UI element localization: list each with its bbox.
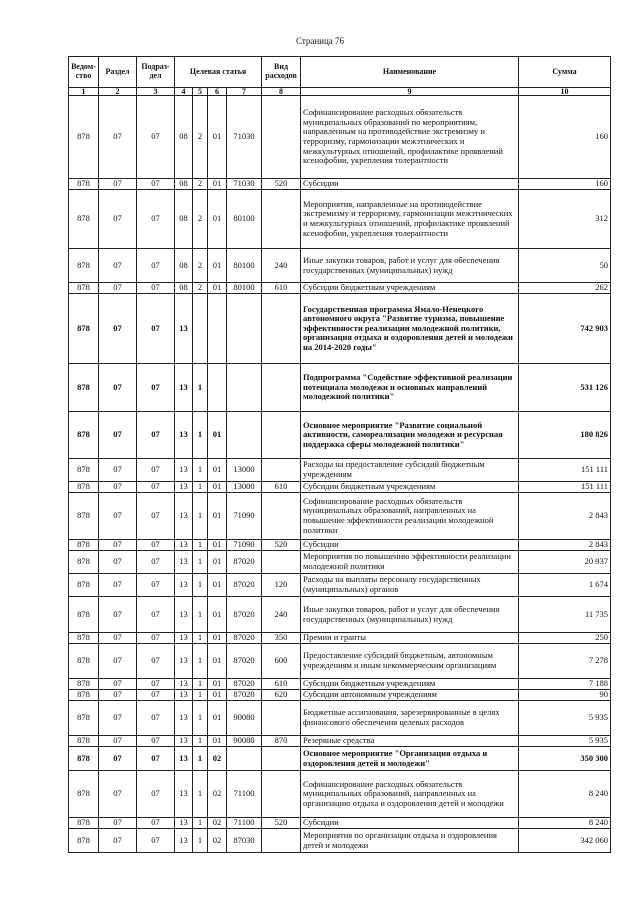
cell-vedomstvo: 878 bbox=[69, 459, 99, 482]
cell-summa: 350 300 bbox=[519, 747, 611, 771]
cell-target-1: 13 bbox=[175, 818, 193, 829]
cell-vedomstvo: 878 bbox=[69, 701, 99, 736]
cell-vedomstvo: 878 bbox=[69, 190, 99, 249]
cell-target-2 bbox=[193, 294, 208, 364]
cell-naimenovanie: Субсидии автономным учреждениям bbox=[301, 690, 519, 701]
cell-razdel: 07 bbox=[99, 283, 137, 294]
cell-summa: 1 674 bbox=[519, 574, 611, 597]
cell-vid-rashodov bbox=[262, 771, 301, 818]
cell-summa: 2 843 bbox=[519, 540, 611, 551]
table-row bbox=[69, 679, 611, 690]
cell-podrazdel: 07 bbox=[137, 747, 175, 771]
table-row bbox=[69, 771, 611, 818]
cell-target-3 bbox=[208, 364, 227, 412]
table-row bbox=[69, 644, 611, 679]
cell-summa: 20 937 bbox=[519, 551, 611, 574]
col-number: 1 bbox=[69, 88, 99, 96]
table-row bbox=[69, 818, 611, 829]
cell-naimenovanie: Государственная программа Ямало-Ненецкого автономного округа "Развитие туризма, повышение эффективности реализации молодежной политики, организация отдыха и оздоровления детей и молодежи на 2014-2020 годы" bbox=[301, 294, 519, 364]
table-row bbox=[69, 482, 611, 493]
cell-target-3: 01 bbox=[208, 493, 227, 540]
cell-target-2: 1 bbox=[193, 701, 208, 736]
cell-target-2: 1 bbox=[193, 747, 208, 771]
cell-vedomstvo: 878 bbox=[69, 644, 99, 679]
cell-vedomstvo: 878 bbox=[69, 294, 99, 364]
header-celevaya-statya: Целевая статья bbox=[175, 57, 262, 88]
cell-target-4: 71100 bbox=[227, 818, 262, 829]
cell-target-3: 01 bbox=[208, 736, 227, 747]
cell-vedomstvo: 878 bbox=[69, 829, 99, 853]
cell-razdel: 07 bbox=[99, 771, 137, 818]
cell-target-1: 13 bbox=[175, 574, 193, 597]
cell-target-2: 1 bbox=[193, 829, 208, 853]
cell-vid-rashodov bbox=[262, 190, 301, 249]
cell-target-2: 2 bbox=[193, 283, 208, 294]
cell-naimenovanie: Бюджетные ассигнования, зарезервированные в целях финансового обеспечения целевых расходов bbox=[301, 701, 519, 736]
cell-vid-rashodov: 120 bbox=[262, 574, 301, 597]
table-header-row bbox=[69, 57, 611, 88]
cell-target-1: 13 bbox=[175, 771, 193, 818]
cell-target-3: 01 bbox=[208, 249, 227, 283]
cell-razdel: 07 bbox=[99, 736, 137, 747]
cell-summa: 160 bbox=[519, 96, 611, 179]
cell-razdel: 07 bbox=[99, 747, 137, 771]
table-row bbox=[69, 551, 611, 574]
cell-naimenovanie: Иные закупки товаров, работ и услуг для обеспечения государственных (муниципальных) нужд bbox=[301, 597, 519, 633]
table-row bbox=[69, 829, 611, 853]
cell-vid-rashodov bbox=[262, 459, 301, 482]
cell-razdel: 07 bbox=[99, 644, 137, 679]
cell-target-3: 01 bbox=[208, 701, 227, 736]
cell-naimenovanie: Субсидии bbox=[301, 818, 519, 829]
cell-target-4 bbox=[227, 412, 262, 459]
cell-naimenovanie: Премии и гранты bbox=[301, 633, 519, 644]
cell-vedomstvo: 878 bbox=[69, 412, 99, 459]
table-row bbox=[69, 597, 611, 633]
cell-target-1: 13 bbox=[175, 633, 193, 644]
table-row bbox=[69, 493, 611, 540]
cell-vid-rashodov bbox=[262, 364, 301, 412]
cell-summa: 180 826 bbox=[519, 412, 611, 459]
table-row bbox=[69, 459, 611, 482]
cell-target-4: 13000 bbox=[227, 482, 262, 493]
cell-target-4: 80100 bbox=[227, 190, 262, 249]
cell-vedomstvo: 878 bbox=[69, 771, 99, 818]
cell-target-1: 13 bbox=[175, 597, 193, 633]
cell-naimenovanie: Расходы на предоставление субсидий бюджетным учреждениям bbox=[301, 459, 519, 482]
cell-vedomstvo: 878 bbox=[69, 179, 99, 190]
cell-target-3: 01 bbox=[208, 597, 227, 633]
cell-target-2: 1 bbox=[193, 551, 208, 574]
cell-target-3: 01 bbox=[208, 412, 227, 459]
cell-target-1: 08 bbox=[175, 283, 193, 294]
cell-target-1: 08 bbox=[175, 96, 193, 179]
col-number: 10 bbox=[519, 88, 611, 96]
cell-naimenovanie: Расходы на выплаты персоналу государственных (муниципальных) органов bbox=[301, 574, 519, 597]
col-number: 8 bbox=[262, 88, 301, 96]
cell-target-2: 1 bbox=[193, 412, 208, 459]
cell-target-1: 13 bbox=[175, 679, 193, 690]
cell-target-4 bbox=[227, 294, 262, 364]
cell-razdel: 07 bbox=[99, 679, 137, 690]
cell-vid-rashodov: 520 bbox=[262, 818, 301, 829]
cell-summa: 11 735 bbox=[519, 597, 611, 633]
header-summa: Сумма bbox=[519, 57, 611, 88]
cell-naimenovanie: Субсидии бюджетным учреждениям bbox=[301, 283, 519, 294]
cell-target-4: 87020 bbox=[227, 551, 262, 574]
cell-target-1: 13 bbox=[175, 459, 193, 482]
cell-vedomstvo: 878 bbox=[69, 364, 99, 412]
cell-vedomstvo: 878 bbox=[69, 690, 99, 701]
cell-naimenovanie: Подпрограмма "Содействие эффективной реализации потенциала молодежи и основных направлений молодежной политики" bbox=[301, 364, 519, 412]
cell-target-4: 87020 bbox=[227, 633, 262, 644]
cell-target-2: 1 bbox=[193, 574, 208, 597]
cell-summa: 262 bbox=[519, 283, 611, 294]
cell-summa: 151 111 bbox=[519, 482, 611, 493]
cell-target-4: 80100 bbox=[227, 249, 262, 283]
cell-vid-rashodov: 520 bbox=[262, 540, 301, 551]
cell-target-2: 1 bbox=[193, 644, 208, 679]
cell-target-2: 1 bbox=[193, 633, 208, 644]
cell-target-1: 13 bbox=[175, 294, 193, 364]
cell-target-3: 01 bbox=[208, 179, 227, 190]
table-row bbox=[69, 736, 611, 747]
cell-target-3: 01 bbox=[208, 540, 227, 551]
cell-target-4: 71100 bbox=[227, 771, 262, 818]
page-number: Страница 76 bbox=[295, 36, 345, 46]
budget-table bbox=[68, 56, 611, 853]
cell-target-3: 02 bbox=[208, 747, 227, 771]
cell-podrazdel: 07 bbox=[137, 679, 175, 690]
cell-target-2: 1 bbox=[193, 597, 208, 633]
cell-podrazdel: 07 bbox=[137, 283, 175, 294]
cell-vid-rashodov bbox=[262, 701, 301, 736]
cell-vid-rashodov bbox=[262, 412, 301, 459]
cell-podrazdel: 07 bbox=[137, 190, 175, 249]
cell-razdel: 07 bbox=[99, 249, 137, 283]
cell-naimenovanie: Иные закупки товаров, работ и услуг для обеспечения государственных (муниципальных) нужд bbox=[301, 249, 519, 283]
table-row bbox=[69, 747, 611, 771]
cell-razdel: 07 bbox=[99, 493, 137, 540]
cell-summa: 160 bbox=[519, 179, 611, 190]
cell-target-4: 87020 bbox=[227, 679, 262, 690]
table-row bbox=[69, 364, 611, 412]
cell-summa: 742 903 bbox=[519, 294, 611, 364]
cell-razdel: 07 bbox=[99, 690, 137, 701]
cell-target-2: 1 bbox=[193, 736, 208, 747]
table-row bbox=[69, 294, 611, 364]
cell-naimenovanie: Мероприятия по повышению эффективности реализации молодежной политики bbox=[301, 551, 519, 574]
cell-target-4: 87020 bbox=[227, 644, 262, 679]
cell-podrazdel: 07 bbox=[137, 540, 175, 551]
cell-podrazdel: 07 bbox=[137, 249, 175, 283]
cell-target-2: 2 bbox=[193, 96, 208, 179]
cell-vid-rashodov bbox=[262, 829, 301, 853]
cell-vid-rashodov: 520 bbox=[262, 179, 301, 190]
table-row bbox=[69, 96, 611, 179]
cell-target-3: 01 bbox=[208, 482, 227, 493]
cell-naimenovanie: Предоставление субсидий бюджетным, автономным учреждениям и иным некоммерческим организациям bbox=[301, 644, 519, 679]
col-number: 6 bbox=[208, 88, 227, 96]
cell-razdel: 07 bbox=[99, 818, 137, 829]
table-row bbox=[69, 701, 611, 736]
cell-podrazdel: 07 bbox=[137, 364, 175, 412]
cell-target-1: 13 bbox=[175, 829, 193, 853]
cell-vid-rashodov: 600 bbox=[262, 644, 301, 679]
cell-target-3: 01 bbox=[208, 644, 227, 679]
cell-target-1: 08 bbox=[175, 249, 193, 283]
cell-target-3: 01 bbox=[208, 96, 227, 179]
cell-summa: 5 935 bbox=[519, 701, 611, 736]
header-razdel: Раздел bbox=[99, 57, 137, 88]
cell-summa: 50 bbox=[519, 249, 611, 283]
cell-target-2: 1 bbox=[193, 818, 208, 829]
cell-podrazdel: 07 bbox=[137, 633, 175, 644]
cell-summa: 8 240 bbox=[519, 818, 611, 829]
cell-target-3: 01 bbox=[208, 283, 227, 294]
cell-vedomstvo: 878 bbox=[69, 597, 99, 633]
cell-target-3: 02 bbox=[208, 829, 227, 853]
cell-target-4: 87020 bbox=[227, 597, 262, 633]
cell-vid-rashodov: 610 bbox=[262, 679, 301, 690]
cell-razdel: 07 bbox=[99, 412, 137, 459]
header-vedomstvo: Ведом-ство bbox=[69, 57, 99, 88]
cell-vid-rashodov: 620 bbox=[262, 690, 301, 701]
cell-summa: 5 935 bbox=[519, 736, 611, 747]
cell-vedomstvo: 878 bbox=[69, 551, 99, 574]
cell-naimenovanie: Софинансирование расходных обязательств муниципальных образований по мероприятиям, направленным на противодействие экстремизму и терроризму, гармонизации межэтнических и межкультурных отношений, профилактике проявлений ксенофобии, укрепления толерантности bbox=[301, 96, 519, 179]
cell-razdel: 07 bbox=[99, 574, 137, 597]
cell-vid-rashodov bbox=[262, 96, 301, 179]
cell-vid-rashodov: 610 bbox=[262, 482, 301, 493]
cell-target-2: 1 bbox=[193, 771, 208, 818]
cell-summa: 2 843 bbox=[519, 493, 611, 540]
cell-naimenovanie: Софинансирование расходных обязательств муниципальных образований, направленных на организацию отдыха и оздоровления детей и молодежи bbox=[301, 771, 519, 818]
cell-podrazdel: 07 bbox=[137, 701, 175, 736]
table-row bbox=[69, 574, 611, 597]
cell-target-1: 13 bbox=[175, 644, 193, 679]
cell-target-2: 1 bbox=[193, 364, 208, 412]
cell-target-4: 71030 bbox=[227, 96, 262, 179]
cell-naimenovanie: Субсидии бюджетным учреждениям bbox=[301, 679, 519, 690]
cell-vid-rashodov: 350 bbox=[262, 633, 301, 644]
cell-podrazdel: 07 bbox=[137, 690, 175, 701]
cell-vedomstvo: 878 bbox=[69, 493, 99, 540]
table-row bbox=[69, 690, 611, 701]
cell-podrazdel: 07 bbox=[137, 551, 175, 574]
cell-podrazdel: 07 bbox=[137, 818, 175, 829]
cell-target-3: 01 bbox=[208, 551, 227, 574]
cell-podrazdel: 07 bbox=[137, 644, 175, 679]
cell-razdel: 07 bbox=[99, 190, 137, 249]
cell-vedomstvo: 878 bbox=[69, 283, 99, 294]
cell-summa: 151 111 bbox=[519, 459, 611, 482]
cell-vedomstvo: 878 bbox=[69, 96, 99, 179]
cell-razdel: 07 bbox=[99, 829, 137, 853]
cell-target-1: 08 bbox=[175, 190, 193, 249]
cell-podrazdel: 07 bbox=[137, 771, 175, 818]
cell-razdel: 07 bbox=[99, 482, 137, 493]
cell-podrazdel: 07 bbox=[137, 597, 175, 633]
cell-target-4: 71090 bbox=[227, 540, 262, 551]
cell-podrazdel: 07 bbox=[137, 294, 175, 364]
cell-vedomstvo: 878 bbox=[69, 249, 99, 283]
cell-vid-rashodov: 240 bbox=[262, 249, 301, 283]
cell-target-3 bbox=[208, 294, 227, 364]
cell-vid-rashodov: 870 bbox=[262, 736, 301, 747]
cell-target-2: 1 bbox=[193, 679, 208, 690]
cell-vedomstvo: 878 bbox=[69, 482, 99, 493]
cell-razdel: 07 bbox=[99, 459, 137, 482]
cell-target-3: 01 bbox=[208, 679, 227, 690]
cell-razdel: 07 bbox=[99, 551, 137, 574]
cell-target-1: 13 bbox=[175, 690, 193, 701]
cell-target-2: 2 bbox=[193, 190, 208, 249]
cell-naimenovanie: Мероприятия по организации отдыха и оздоровления детей и молодежи bbox=[301, 829, 519, 853]
cell-podrazdel: 07 bbox=[137, 179, 175, 190]
cell-target-4 bbox=[227, 747, 262, 771]
cell-target-2: 2 bbox=[193, 179, 208, 190]
cell-vedomstvo: 878 bbox=[69, 818, 99, 829]
cell-target-4 bbox=[227, 364, 262, 412]
cell-razdel: 07 bbox=[99, 294, 137, 364]
cell-podrazdel: 07 bbox=[137, 829, 175, 853]
cell-summa: 8 240 bbox=[519, 771, 611, 818]
col-number: 4 bbox=[175, 88, 193, 96]
cell-target-2: 1 bbox=[193, 690, 208, 701]
cell-target-2: 1 bbox=[193, 540, 208, 551]
col-number: 3 bbox=[137, 88, 175, 96]
cell-target-2: 2 bbox=[193, 249, 208, 283]
header-vid-rashodov: Вид расходов bbox=[262, 57, 301, 88]
cell-razdel: 07 bbox=[99, 633, 137, 644]
column-number-row bbox=[69, 88, 611, 96]
cell-podrazdel: 07 bbox=[137, 96, 175, 179]
cell-naimenovanie: Мероприятия, направленные на противодействие экстремизму и терроризму, гармонизации межэтнических и межкультурных отношений, профилактике проявлений ксенофобии, укрепления толерантности bbox=[301, 190, 519, 249]
table-body bbox=[69, 96, 611, 853]
cell-vedomstvo: 878 bbox=[69, 679, 99, 690]
cell-vid-rashodov: 240 bbox=[262, 597, 301, 633]
cell-target-4: 13000 bbox=[227, 459, 262, 482]
cell-vid-rashodov bbox=[262, 551, 301, 574]
cell-target-1: 08 bbox=[175, 179, 193, 190]
cell-target-2: 1 bbox=[193, 482, 208, 493]
cell-naimenovanie: Софинансирование расходных обязательств муниципальных образований, направленных на повышение эффективности реализации молодежной политики bbox=[301, 493, 519, 540]
cell-summa: 90 bbox=[519, 690, 611, 701]
cell-target-4: 90080 bbox=[227, 736, 262, 747]
cell-podrazdel: 07 bbox=[137, 482, 175, 493]
cell-razdel: 07 bbox=[99, 364, 137, 412]
cell-naimenovanie: Субсидии bbox=[301, 540, 519, 551]
table-row bbox=[69, 179, 611, 190]
cell-summa: 342 060 bbox=[519, 829, 611, 853]
cell-naimenovanie: Основное мероприятие "Организация отдыха и оздоровления детей и молодежи" bbox=[301, 747, 519, 771]
cell-vid-rashodov bbox=[262, 294, 301, 364]
table-row bbox=[69, 190, 611, 249]
cell-summa: 312 bbox=[519, 190, 611, 249]
cell-vid-rashodov bbox=[262, 493, 301, 540]
cell-target-1: 13 bbox=[175, 736, 193, 747]
cell-target-1: 13 bbox=[175, 701, 193, 736]
cell-target-1: 13 bbox=[175, 540, 193, 551]
cell-podrazdel: 07 bbox=[137, 736, 175, 747]
cell-naimenovanie: Резервные средства bbox=[301, 736, 519, 747]
header-naimenovanie: Наименование bbox=[301, 57, 519, 88]
cell-target-2: 1 bbox=[193, 493, 208, 540]
table-row bbox=[69, 283, 611, 294]
cell-summa: 7 188 bbox=[519, 679, 611, 690]
cell-vid-rashodov bbox=[262, 747, 301, 771]
cell-razdel: 07 bbox=[99, 179, 137, 190]
cell-vedomstvo: 878 bbox=[69, 633, 99, 644]
cell-podrazdel: 07 bbox=[137, 574, 175, 597]
cell-target-1: 13 bbox=[175, 364, 193, 412]
cell-podrazdel: 07 bbox=[137, 412, 175, 459]
cell-summa: 531 126 bbox=[519, 364, 611, 412]
cell-target-1: 13 bbox=[175, 493, 193, 540]
cell-vid-rashodov: 610 bbox=[262, 283, 301, 294]
cell-target-3: 01 bbox=[208, 574, 227, 597]
cell-target-4: 71030 bbox=[227, 179, 262, 190]
cell-target-4: 90080 bbox=[227, 701, 262, 736]
cell-razdel: 07 bbox=[99, 540, 137, 551]
table-row bbox=[69, 633, 611, 644]
cell-razdel: 07 bbox=[99, 701, 137, 736]
cell-razdel: 07 bbox=[99, 96, 137, 179]
cell-podrazdel: 07 bbox=[137, 459, 175, 482]
cell-summa: 250 bbox=[519, 633, 611, 644]
cell-target-3: 01 bbox=[208, 633, 227, 644]
cell-target-4: 87030 bbox=[227, 829, 262, 853]
cell-target-4: 71090 bbox=[227, 493, 262, 540]
cell-target-1: 13 bbox=[175, 412, 193, 459]
col-number: 5 bbox=[193, 88, 208, 96]
cell-target-3: 02 bbox=[208, 818, 227, 829]
cell-podrazdel: 07 bbox=[137, 493, 175, 540]
cell-target-3: 02 bbox=[208, 771, 227, 818]
cell-summa: 7 278 bbox=[519, 644, 611, 679]
cell-naimenovanie: Субсидии bbox=[301, 179, 519, 190]
cell-vedomstvo: 878 bbox=[69, 736, 99, 747]
table-row bbox=[69, 412, 611, 459]
cell-vedomstvo: 878 bbox=[69, 747, 99, 771]
cell-vedomstvo: 878 bbox=[69, 574, 99, 597]
col-number: 9 bbox=[301, 88, 519, 96]
cell-target-4: 87020 bbox=[227, 574, 262, 597]
cell-target-1: 13 bbox=[175, 551, 193, 574]
cell-target-1: 13 bbox=[175, 747, 193, 771]
cell-target-1: 13 bbox=[175, 482, 193, 493]
cell-vedomstvo: 878 bbox=[69, 540, 99, 551]
col-number: 7 bbox=[227, 88, 262, 96]
cell-target-3: 01 bbox=[208, 190, 227, 249]
table-row bbox=[69, 249, 611, 283]
cell-target-4: 80100 bbox=[227, 283, 262, 294]
cell-target-4: 87020 bbox=[227, 690, 262, 701]
cell-naimenovanie: Субсидии бюджетным учреждениям bbox=[301, 482, 519, 493]
cell-naimenovanie: Основное мероприятие "Развитие социальной активности, самореализации молодежи и ресурсная поддержка сферы молодежной политики" bbox=[301, 412, 519, 459]
cell-target-2: 1 bbox=[193, 459, 208, 482]
cell-razdel: 07 bbox=[99, 597, 137, 633]
header-podrazdel: Подраз-дел bbox=[137, 57, 175, 88]
cell-target-3: 01 bbox=[208, 690, 227, 701]
cell-target-3: 01 bbox=[208, 459, 227, 482]
col-number: 2 bbox=[99, 88, 137, 96]
table-row bbox=[69, 540, 611, 551]
